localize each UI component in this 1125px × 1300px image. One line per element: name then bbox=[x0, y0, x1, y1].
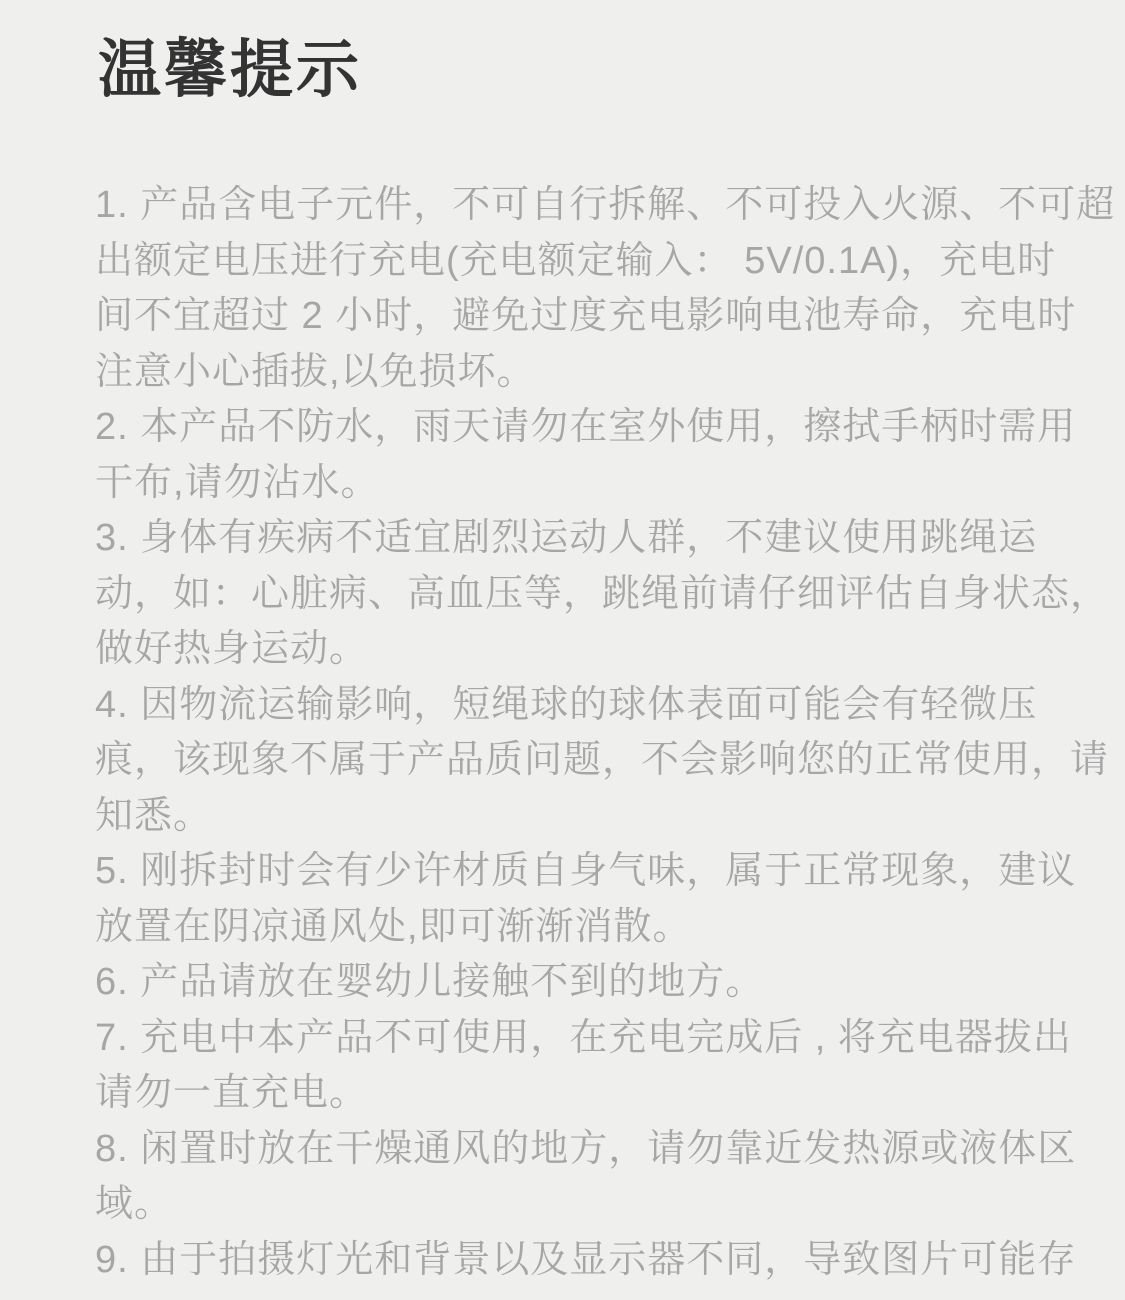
page-title: 温馨提示 bbox=[98, 35, 362, 105]
notice-line: 放置在阴凉通风处,即可渐渐消散。 bbox=[95, 905, 692, 948]
notice-item-6 bbox=[95, 955, 1125, 1011]
notice-line: 6. 产品请放在婴幼儿接触不到的地方。 bbox=[95, 961, 765, 1003]
notice-line: 5. 刚拆封时会有少许材质自身气味，属于正常现象，建议 bbox=[95, 850, 1077, 892]
notice-line: 请勿一直充电。 bbox=[95, 1072, 369, 1114]
notice-line: 8. 闲置时放在干燥通风的地方，请勿靠近发热源或液体区 bbox=[95, 1127, 1077, 1170]
notice-item-2 bbox=[95, 400, 1125, 511]
notice-line: 注意小心插拔,以免损坏。 bbox=[95, 350, 536, 393]
notice-line: 做好热身运动。 bbox=[95, 628, 369, 670]
notice-item-7 bbox=[95, 1011, 1125, 1122]
notice-line: 2. 本产品不防水，雨天请勿在室外使用，擦拭手柄时需用 bbox=[95, 406, 1077, 448]
notice-line: 7. 充电中本产品不可使用，在充电完成后 , 将充电器拔出 bbox=[95, 1016, 1072, 1059]
notice-line: 知悉。 bbox=[95, 794, 213, 837]
notice-line: 动，如：心脏病、高血压等，跳绳前请仔细评估自身状态， bbox=[95, 572, 1110, 615]
notice-list bbox=[0, 178, 1125, 1288]
notice-line: 出额定电压进行充电(充电额定输入： 5V/0.1A)，充电时 bbox=[95, 239, 1057, 282]
notice-item-5 bbox=[95, 844, 1125, 955]
notice-line: 9. 由于拍摄灯光和背景以及显示器不同，导致图片可能存 bbox=[95, 1238, 1077, 1281]
notice-line: 间不宜超过 2 小时，避免过度充电影响电池寿命，充电时 bbox=[95, 295, 1077, 337]
notice-line: 4. 因物流运输影响，短绳球的球体表面可能会有轻微压 bbox=[95, 683, 1038, 726]
notice-item-9 bbox=[95, 1233, 1125, 1289]
notice-item-8 bbox=[95, 1122, 1125, 1233]
notice-line: 痕，该现象不属于产品质问题，不会影响您的正常使用，请 bbox=[95, 739, 1110, 781]
notice-item-3 bbox=[95, 511, 1125, 678]
notice-line: 3. 身体有疾病不适宜剧烈运动人群，不建议使用跳绳运 bbox=[95, 517, 1038, 559]
notice-line: 干布,请勿沾水。 bbox=[95, 461, 380, 504]
notice-line: 1. 产品含电子元件，不可自行拆解、不可投入火源、不可超 bbox=[95, 184, 1116, 226]
notice-item-1 bbox=[95, 178, 1125, 400]
notice-line: 域。 bbox=[95, 1183, 174, 1225]
notice-item-4 bbox=[95, 678, 1125, 845]
